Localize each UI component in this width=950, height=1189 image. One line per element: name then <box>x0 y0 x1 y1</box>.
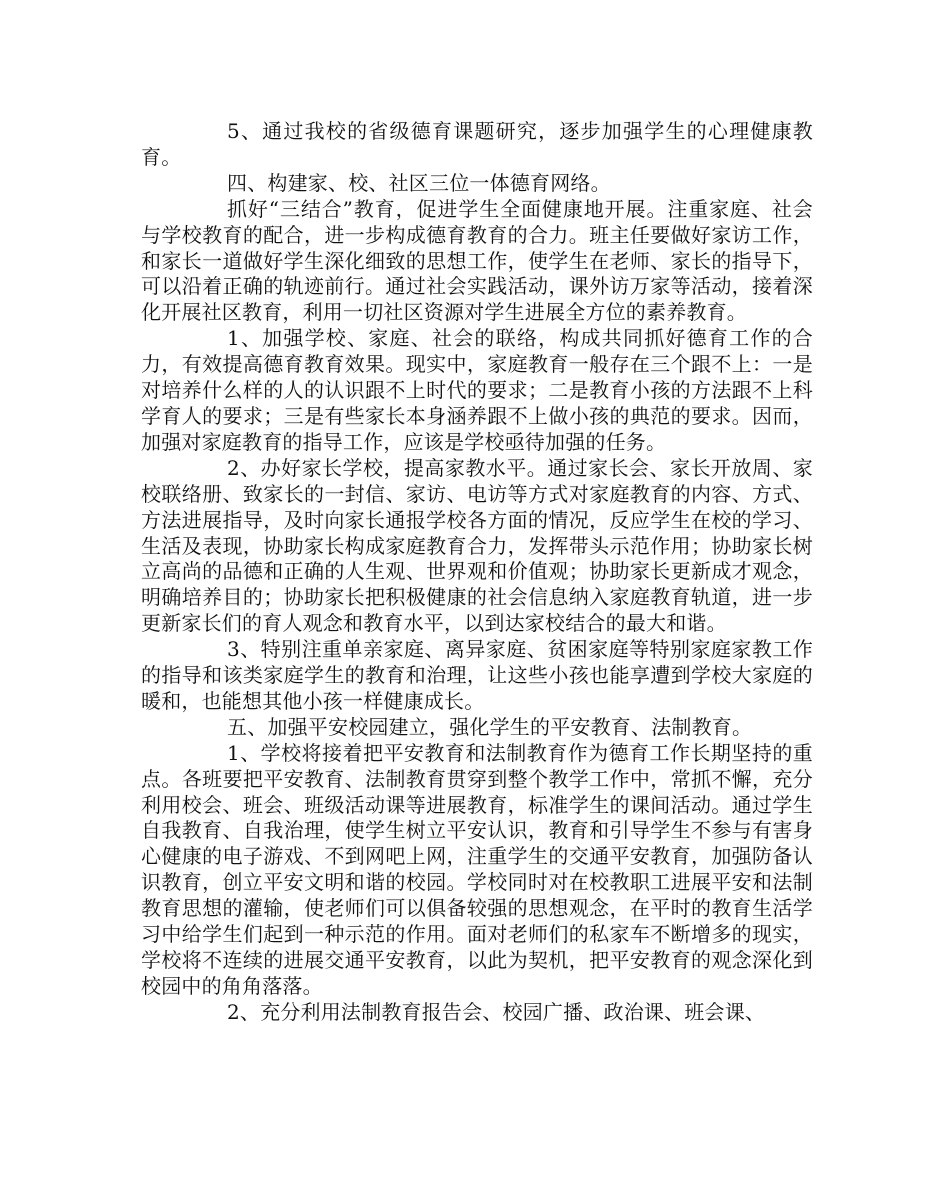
paragraph-item-3-special-families: 3、特别注重单亲家庭、离异家庭、贫困家庭等特别家庭家教工作的指导和该类家庭学生的教育和治理，让这些小孩也能享遭到学校大家庭的暖和，也能想其他小孩一样健康成长。 <box>141 637 813 713</box>
document-body <box>141 119 813 1026</box>
paragraph-item-1-safety-legal: 1、学校将接着把平安教育和法制教育作为德育工作长期坚持的重点。各班要把平安教育、法制教育贯穿到整个教学工作中，常抓不懈，充分利用校会、班会、班级活动课等进展教育，标准学生的课间活动。通过学生自我教育、自我治理，使学生树立平安认识，教育和引导学生不参与有害身心健康的电子游戏、不到网吧上网，注重学生的交通平安教育，加强防备认识教育，创立平安文明和谐的校园。学校同时对在校教职工进展平安和法制教育思想的灌输，使老师们可以俱备较强的思想观念，在平时的教育生活学习中给学生们起到一种示范的作用。面对老师们的私家车不断增多的现实，学校将不连续的进展交通平安教育，以此为契机，把平安教育的观念深化到校园中的角角落落。 <box>141 740 813 998</box>
section-heading-four: 四、构建家、校、社区三位一体德育网络。 <box>227 170 611 195</box>
paragraph-item-1-family-school-society: 1、加强学校、家庭、社会的联络，构成共同抓好德育工作的合力，有效提高德育教育效果。现实中，家庭教育一般存在三个跟不上：一是对培养什么样的人的认识跟不上时代的要求；二是教育小孩的方法跟不上科学育人的要求；三是有些家长本身涵养跟不上做小孩的典范的要求。因而，加强对家庭教育的指导工作，应该是学校亟待加强的任务。 <box>141 326 813 454</box>
paragraph-three-combination: 抓好“三结合”教育，促进学生全面健康地开展。注重家庭、社会与学校教育的配合，进一步构成德育教育的合力。班主任要做好家访工作，和家长一道做好学生深化细致的思想工作，使学生在老师、家长的指导下，可以沿着正确的轨迹前行。通过社会实践活动，课外访万家等活动，接着深化开展社区教育，利用一切社区资源对学生进展全方位的素养教育。 <box>141 196 813 325</box>
paragraph-item-2-legal-education: 2、充分利用法制教育报告会、校园广播、政治课、班会课、 <box>227 999 766 1024</box>
section-heading-five: 五、加强平安校园建立，强化学生的平安教育、法制教育。 <box>227 714 753 739</box>
paragraph-item-2-parent-school: 2、办好家长学校，提高家教水平。通过家长会、家长开放周、家校联络册、致家长的一封信、家访、电访等方式对家庭教育的内容、方式、方法进展指导，及时向家长通报学校各方面的情况，反应学生在校的学习、生活及表现，协助家长构成家庭教育合力，发挥带头示范作用；协助家长树立高尚的品德和正确的人生观、世界观和价值观；协助家长更新成才观念，明确培养目的；协助家长把积极健康的社会信息纳入家庭教育轨道，进一步更新家长们的育人观念和教育水平，以到达家校结合的最大和谐。 <box>141 455 813 636</box>
paragraph-item-5-psychological-health: 5、通过我校的省级德育课题研究，逐步加强学生的心理健康教育。 <box>141 119 813 169</box>
